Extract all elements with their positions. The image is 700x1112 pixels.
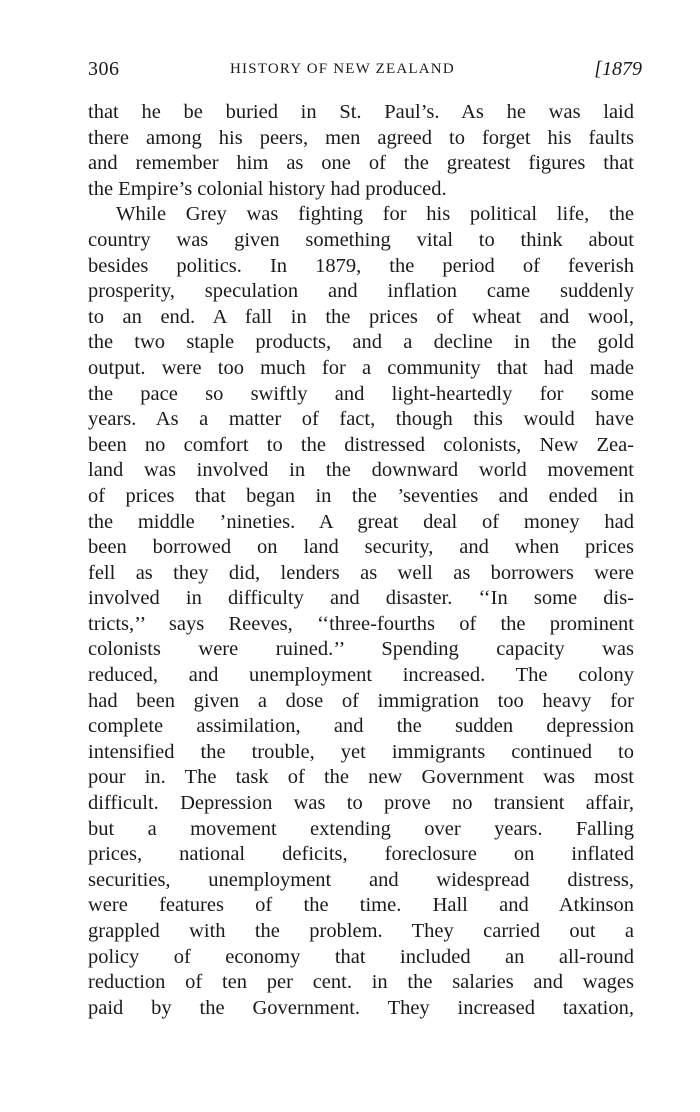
text-line: involved in difficulty and disaster. ‘‘In some dis- <box>88 587 634 610</box>
text-line: pour in. The task of the new Government was most <box>88 766 634 789</box>
text-line: been no comfort to the distressed colonists, New Zea- <box>88 433 634 456</box>
text-line: there among his peers, men agreed to forget his faults <box>88 126 634 149</box>
text-line: prices, national deficits, foreclosure on inflated <box>88 843 634 866</box>
running-year: [1879 <box>594 58 642 80</box>
text-line: of prices that began in the ’seventies and ended in <box>88 484 634 507</box>
text-line: output. were too much for a community that had made <box>88 356 634 379</box>
text-line: were features of the time. Hall and Atkinson <box>88 894 634 917</box>
text-line: reduction of ten per cent. in the salaries and wages <box>88 971 634 994</box>
text-line: to an end. A fall in the prices of wheat and wool, <box>88 305 634 328</box>
text-line: difficult. Depression was to prove no transient affair, <box>88 792 634 815</box>
text-line: policy of economy that included an all-round <box>88 945 634 968</box>
text-line: grappled with the problem. They carried out a <box>88 920 634 942</box>
text-line: that he be buried in St. Paul’s. As he was laid <box>88 101 634 123</box>
text-line: reduced, and unemployment increased. The colony <box>88 664 634 687</box>
text-line: years. As a matter of fact, though this would have <box>88 408 634 431</box>
page-number: 306 <box>88 58 120 80</box>
body-text <box>88 100 634 1021</box>
text-line: securities, unemployment and widespread distress, <box>88 868 634 891</box>
text-line: the pace so swiftly and light-heartedly for some <box>88 382 634 405</box>
text-line: paid by the Government. They increased taxation, <box>88 996 634 1019</box>
text-line: but a movement extending over years. Falling <box>88 817 634 840</box>
text-line: fell as they did, lenders as well as borrowers were <box>88 561 634 584</box>
text-line: besides politics. In 1879, the period of feverish <box>88 254 634 277</box>
text-line: been borrowed on land security, and when prices <box>88 536 634 559</box>
text-line: had been given a dose of immigration too heavy for <box>88 689 634 712</box>
paragraph-start-line: While Grey was fighting for his political life, the <box>116 203 634 226</box>
text-line: colonists were ruined.’’ Spending capacity was <box>88 638 634 661</box>
text-line: the two staple products, and a decline in the gold <box>88 331 634 354</box>
text-line: land was involved in the downward world movement <box>88 459 634 482</box>
text-line: the Empire’s colonial history had produced. <box>88 177 447 200</box>
text-line: the middle ’nineties. A great deal of money had <box>88 510 634 533</box>
text-line: country was given something vital to think about <box>88 228 634 251</box>
text-line: complete assimilation, and the sudden depression <box>88 715 634 738</box>
text-line: tricts,’’ says Reeves, ‘‘three-fourths of the prominent <box>88 612 634 635</box>
running-title: HISTORY OF NEW ZEALAND <box>230 61 455 77</box>
text-line: prosperity, speculation and inflation came suddenly <box>88 280 634 303</box>
running-head <box>88 58 642 84</box>
text-line: intensified the trouble, yet immigrants continued to <box>88 740 634 763</box>
text-line: and remember him as one of the greatest figures that <box>88 152 634 175</box>
